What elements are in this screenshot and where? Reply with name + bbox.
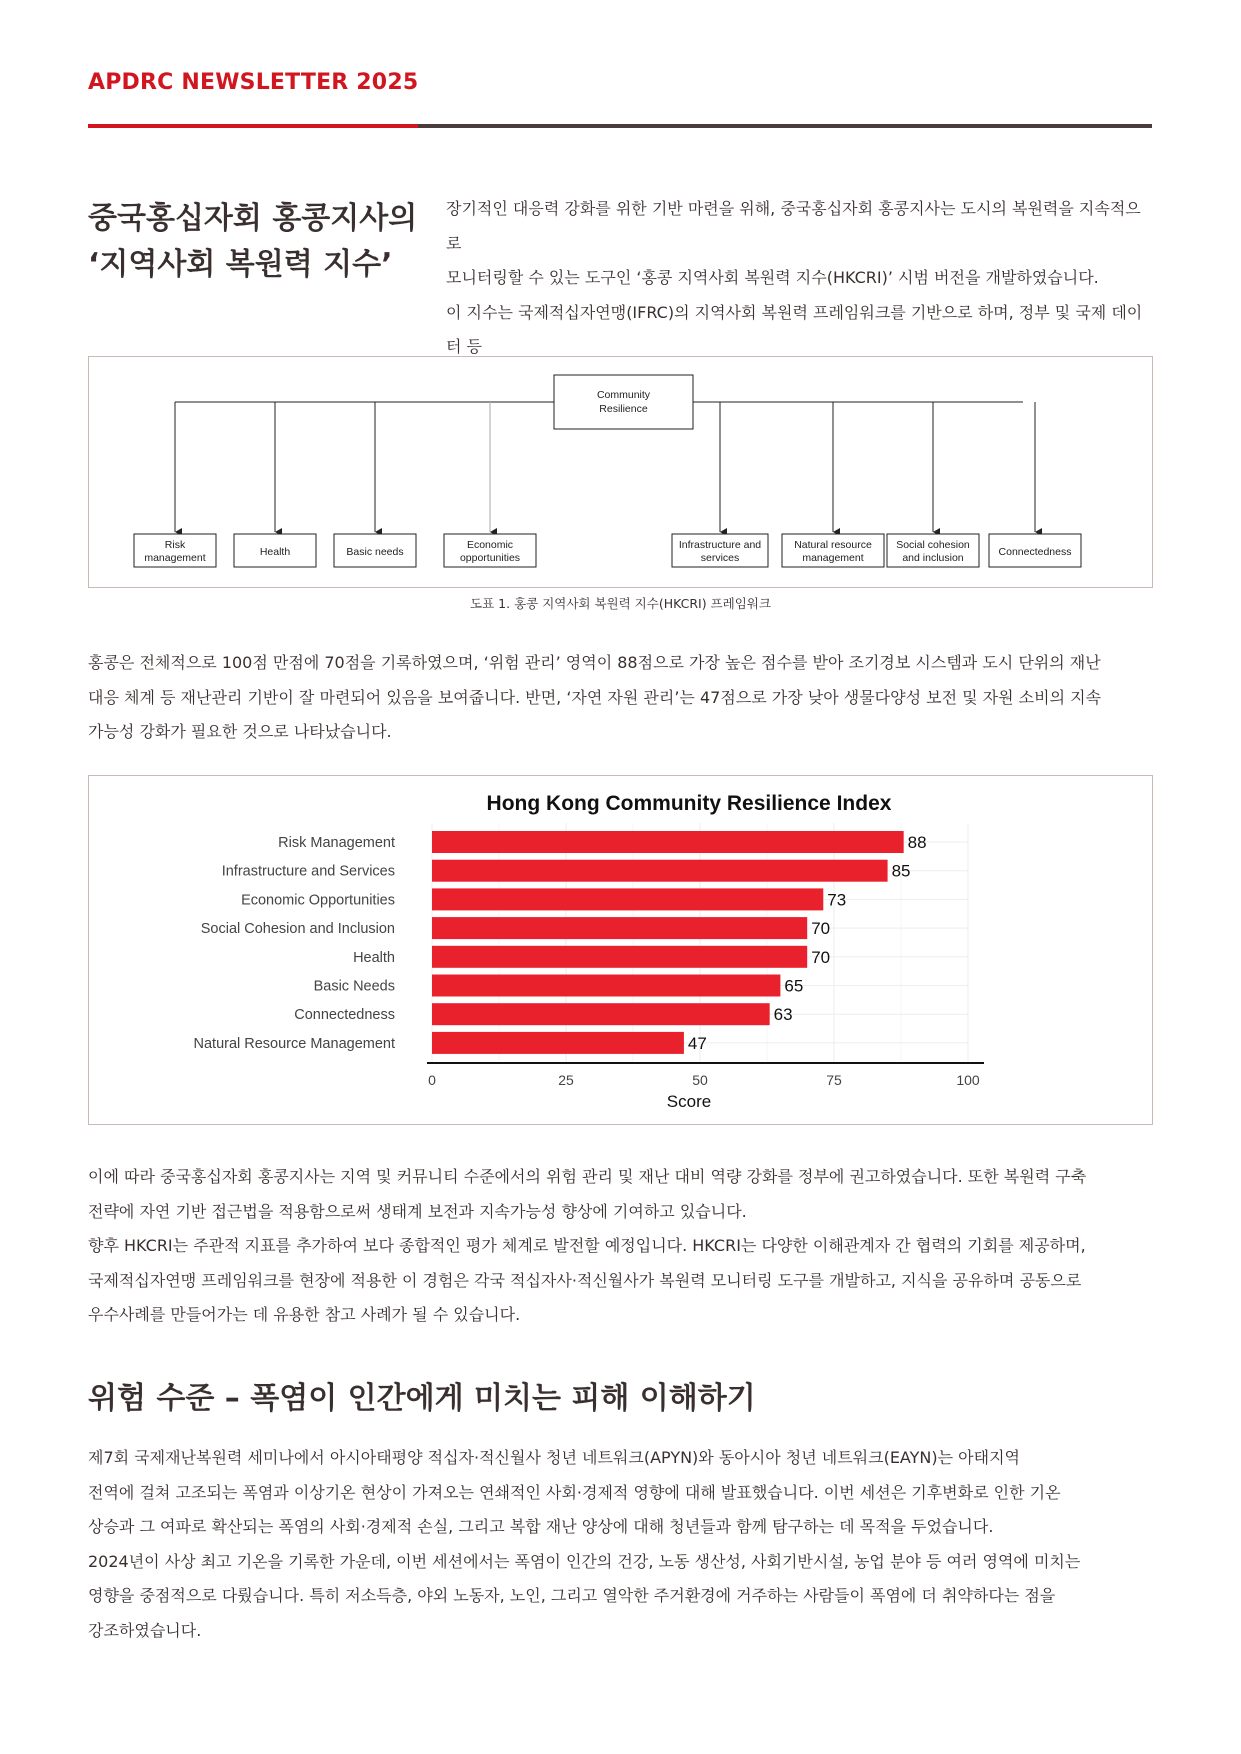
section-title-heatwave: 위험 수준 – 폭염이 인간에게 미치는 피해 이해하기 — [88, 1381, 756, 1416]
framework-node — [989, 402, 1081, 567]
intro-line: 장기적인 대응력 강화를 위한 기반 마련을 위해, 중국홍십자회 홍콩지사는 도시의 복원력을 지속적으로 — [446, 199, 1141, 253]
framework-node — [234, 402, 316, 567]
bar-value-label: 65 — [784, 976, 804, 996]
paragraph-line: 이에 따라 중국홍십자회 홍콩지사는 지역 및 커뮤니티 수준에서의 위험 관리 및 재난 대비 역량 강화를 정부에 권고하였습니다. 또한 복원력 구축 — [88, 1167, 1087, 1186]
y-category-label: Health — [353, 949, 395, 966]
framework-node-label: Social cohesion — [896, 539, 970, 551]
header-rule-accent — [88, 124, 418, 128]
resilience-bar-chart — [88, 775, 1153, 1125]
framework-node-label: management — [802, 552, 864, 564]
bar-value-label: 88 — [907, 833, 927, 852]
x-tick-label: 25 — [558, 1072, 574, 1088]
bar — [432, 888, 823, 910]
framework-node — [444, 402, 536, 567]
paragraph-line: 제7회 국제재난복원력 세미나에서 아시아태평양 적십자·적신월사 청년 네트워크(APYN)와 동아시아 청년 네트워크(EAYN)는 아태지역 — [88, 1448, 1020, 1467]
framework-node-label: Basic needs — [346, 546, 404, 558]
intro-line: 모니터링할 수 있는 도구인 ‘홍콩 지역사회 복원력 지수(HKCRI)’ 시범 버전을 개발하였습니다. — [446, 268, 1099, 287]
paragraph-recommendations — [88, 1160, 1154, 1333]
paragraph-heatwave — [88, 1441, 1154, 1648]
section-title-line: ‘지역사회 복원력 지수’ — [88, 247, 393, 282]
bar — [432, 917, 807, 939]
bar — [432, 946, 807, 968]
paragraph-line: 국제적십자연맹 프레임워크를 현장에 적용한 이 경험은 각국 적십자사·적신월사가 복원력 모니터링 도구를 개발하고, 지식을 공유하며 공동으로 — [88, 1270, 1082, 1290]
paragraph-line: 상승과 그 여파로 확산되는 폭염의 사회·경제적 손실, 그리고 복합 재난 양상에 대해 청년들과 함께 탐구하는 데 목적을 두었습니다. — [88, 1517, 994, 1536]
framework-node-label: Infrastructure and — [678, 539, 762, 551]
y-category-label: Natural Resource Management — [193, 1035, 395, 1052]
framework-node-label: Natural resource — [794, 539, 872, 551]
newsletter-header-title: APDRC NEWSLETTER 2025 — [88, 70, 419, 95]
y-category-label: Connectedness — [294, 1007, 395, 1024]
section-title-hkcri — [88, 196, 428, 288]
framework-node-label: Health — [259, 546, 291, 558]
bar-value-label: 63 — [773, 1005, 793, 1025]
header-rule — [418, 124, 1152, 128]
framework-node — [887, 402, 979, 567]
framework-node — [134, 402, 216, 567]
x-tick-label: 50 — [692, 1072, 708, 1088]
framework-node-label: management — [144, 552, 206, 564]
paragraph-line: 가능성 강화가 필요한 것으로 나타났습니다. — [88, 722, 392, 741]
bar — [432, 831, 904, 853]
bar — [432, 860, 888, 882]
framework-node-label: Risk — [164, 539, 186, 551]
y-category-label: Infrastructure and Services — [221, 863, 395, 880]
node-root — [554, 375, 693, 429]
paragraph-line: 홍콩은 전체적으로 100점 만점에 70점을 기록하였으며, ‘위험 관리’ 영역이 88점으로 가장 높은 점수를 받아 조기경보 시스템과 도시 단위의 재난 — [88, 653, 1101, 672]
bar-value-label: 73 — [827, 890, 847, 910]
x-tick-label: 100 — [956, 1072, 980, 1088]
x-tick-label: 75 — [826, 1072, 842, 1088]
bar — [432, 975, 780, 997]
framework-node — [334, 402, 416, 567]
bar-value-label: 85 — [891, 861, 911, 881]
framework-diagram-svg — [89, 357, 1152, 587]
bar-value-label: 47 — [687, 1033, 707, 1053]
y-category-label: Risk Management — [278, 835, 395, 851]
x-axis-label: Score — [666, 1092, 712, 1111]
paragraph-line: 대응 체계 등 재난관리 기반이 잘 마련되어 있음을 보여줍니다. 반면, ‘자연 자원 관리’는 47점으로 가장 낮아 생물다양성 보전 및 자원 소비의 지속 — [88, 687, 1102, 707]
paragraph-line: 강조하였습니다. — [88, 1620, 202, 1640]
bar — [432, 1032, 684, 1054]
section-title-line: 중국홍십자회 홍콩지사의 — [88, 201, 418, 236]
framework-diagram — [88, 356, 1153, 588]
paragraph-line: 영향을 중점적으로 다뤘습니다. 특히 저소득층, 야외 노동자, 노인, 그리고 열악한 주거환경에 거주하는 사람들이 폭염에 더 취약하다는 점을 — [88, 1586, 1056, 1605]
intro-line: 이 지수는 국제적십자연맹(IFRC)의 지역사회 복원력 프레임워크를 기반으로 하며, 정부 및 국제 데이터 등 — [446, 302, 1143, 356]
framework-node-label: services — [700, 552, 740, 564]
y-category-label: Social Cohesion and Inclusion — [200, 921, 395, 938]
paragraph-results — [88, 646, 1154, 750]
figure-caption: 도표 1. 홍콩 지역사회 복원력 지수(HKCRI) 프레임워크 — [470, 596, 771, 611]
framework-node — [782, 402, 884, 567]
framework-node-label: opportunities — [459, 552, 521, 564]
node-root-line-1: Community — [596, 389, 651, 401]
framework-node-label: Economic — [466, 539, 514, 551]
bar-value-label: 70 — [811, 947, 831, 967]
paragraph-line: 2024년이 사상 최고 기온을 기록한 가운데, 이번 세션에서는 폭염이 인간의 건강, 노동 생산성, 사회기반시설, 농업 분야 등 여러 영역에 미치는 — [88, 1551, 1081, 1571]
chart-title: Hong Kong Community Resilience Index — [486, 792, 892, 815]
bar — [432, 1003, 770, 1025]
y-category-label: Basic Needs — [313, 978, 395, 995]
paragraph-line: 전략에 자연 기반 접근법을 적용함으로써 생태계 보전과 지속가능성 향상에 기여하고 있습니다. — [88, 1201, 747, 1221]
x-tick-label: 0 — [428, 1072, 436, 1088]
paragraph-line: 전역에 걸쳐 고조되는 폭염과 이상기온 현상이 가져오는 연쇄적인 사회·경제적 영향에 대해 발표했습니다. 이번 세션은 기후변화로 인한 기온 — [88, 1482, 1061, 1502]
paragraph-line: 향후 HKCRI는 주관적 지표를 추가하여 보다 종합적인 평가 체계로 발전할 예정입니다. HKCRI는 다양한 이해관계자 간 협력의 기회를 제공하며, — [88, 1236, 1086, 1255]
paragraph-line: 우수사례를 만들어가는 데 유용한 참고 사례가 될 수 있습니다. — [88, 1305, 521, 1324]
y-category-label: Economic Opportunities — [241, 892, 395, 909]
node-root-line-2: Resilience — [599, 403, 648, 415]
bar-chart-svg — [89, 776, 1152, 1124]
framework-node-label: Connectedness — [998, 546, 1072, 558]
framework-node-label: and inclusion — [902, 552, 964, 564]
bar-value-label: 70 — [811, 919, 831, 939]
